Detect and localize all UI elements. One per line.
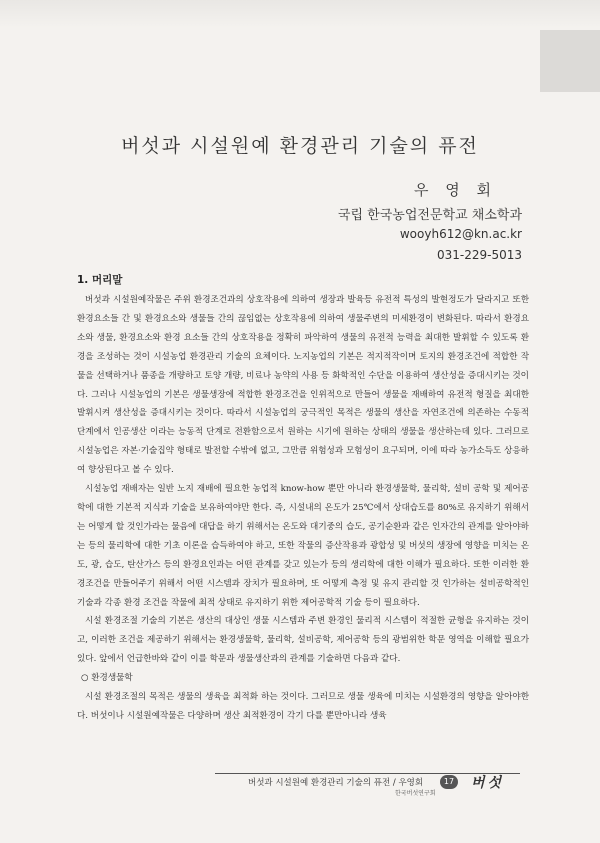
- scan-top-strip: [0, 0, 600, 28]
- section-heading: 1. 머리말: [77, 274, 123, 286]
- subsection-heading: ○ 환경생물학: [81, 673, 133, 684]
- page-number: 17: [440, 775, 458, 789]
- paragraph: 시설농업 재배자는 일반 노지 재배에 필요한 농업적 know-how 뿐만 아니라 환경생물학, 물리학, 설비 공학 및 제어공학에 대한 기본적 지식과 기술을 보유하여야만 한다. 즉, 시설내의 온도가 25℃에서 상대습도를 80%로 유지하기 위해서는 어떻게 할 것인가라는 물음에 대답을 하기 위해서는 온도와 대기중의 습도, 공기순환과 같은 인자간의 관계를 알아야하는 등의 물리학에 대한 기초 이론을 습득하여야 하고, 또한 작물의 증산작용과 광합성 및 버섯의 생장에 영향을 미치는 온도, 광, 습도, 탄산가스 등의 환경요인과는 어떤 관계를 갖고 있는가 등의 생리학에 대한 이해가 필요하다. 또한 이러한 환경조건을 만들어주기 위해서 어떤 시스템과 장치가 필요하며, 또 어떻게 측정 및 유지 관리할 것 인가하는 설비공학적인 기술과 각종 환경 조건을 작물에 최적 상태로 유지하기 위한 제어공학적 기술 등이 필요하다.: [77, 484, 529, 608]
- body-text: [77, 291, 529, 726]
- paragraph: 시설 환경조절의 목적은 생물의 생육을 최적화 하는 것이다. 그러므로 생물 생육에 미치는 시설환경의 영향을 알아야한다. 버섯이나 시설원예작물은 다양하며 생산 최적환경이 각기 다를 뿐만아니라 생육: [77, 692, 529, 721]
- author-phone: 031-229-5013: [436, 248, 522, 262]
- running-title: 버섯과 시설원예 환경관리 기술의 퓨전 / 우영회: [248, 778, 424, 788]
- journal-logo: 버섯: [471, 775, 505, 791]
- paragraph: 버섯과 시설원예작물은 주위 환경조건과의 상호작용에 의하여 생장과 발육등 유전적 특성의 발현정도가 달라지고 또한 환경요소들 간 및 환경요소와 생물들 간의 끊임없는 상호작용에 의하여 생물주변의 미세환경이 변화된다. 따라서 환경요소와 생물, 환경요소와 환경 요소들 간의 상호작용을 정확히 파악하여 생물의 유전적 능력을 최대한 발휘할 수 있도록 환경을 조성하는 것이 시설농업 환경관리 기술의 요체이다. 노지농업의 기본은 적지적작이며 토지의 환경조건에 적합한 작물을 선택하거나 품종을 개량하고 토양 개량, 비료나 농약의 사용 등 화학적인 수단을 이용하여 생산성을 증대시키는 것이다. 그러나 시설농업의 기본은 생물생장에 적합한 환경조건을 인위적으로 만들어 생물을 재배하여 유전적 형질을 최대한 발휘시켜 생산성을 증대시키는 것이다. 따라서 시설농업의 궁극적인 목적은 생물의 생산을 자연조건에 의존하는 수동적 단계에서 인공생산 이라는 능동적 단계로 전환함으로서 원하는 시기에 원하는 상태의 생물을 생산하는데 있다. 그러므로 시설농업은 자본·기술집약 형태로 발전할 수밖에 없고, 그만큼 위험성과 모험성이 요구되며, 이에 따라 농가소득도 상응하여 향상된다고 볼 수 있다.: [77, 295, 529, 476]
- society-name: 한국버섯연구회: [395, 790, 436, 797]
- scan-edge-bar: [540, 30, 600, 92]
- author-name: 우 영 회: [413, 181, 497, 199]
- paragraph: 시설 환경조절 기술의 기본은 생산의 대상인 생물 시스템과 주변 환경인 물리적 시스템이 적절한 균형을 유지하는 것이고, 이러한 조건을 제공하기 위해서는 환경생물학, 물리학, 설비공학, 제어공학 등의 광범위한 학문 영역을 이해할 필요가 있다. 앞에서 언급한바와 같이 이를 학문과 생물생산과의 관계를 기술하면 다음과 같다.: [77, 616, 529, 665]
- author-email: wooyh612@kn.ac.kr: [399, 227, 522, 241]
- author-affiliation: 국립 한국농업전문학교 채소학과: [337, 208, 522, 223]
- paper-title: 버섯과 시설원예 환경관리 기술의 퓨전: [121, 135, 479, 157]
